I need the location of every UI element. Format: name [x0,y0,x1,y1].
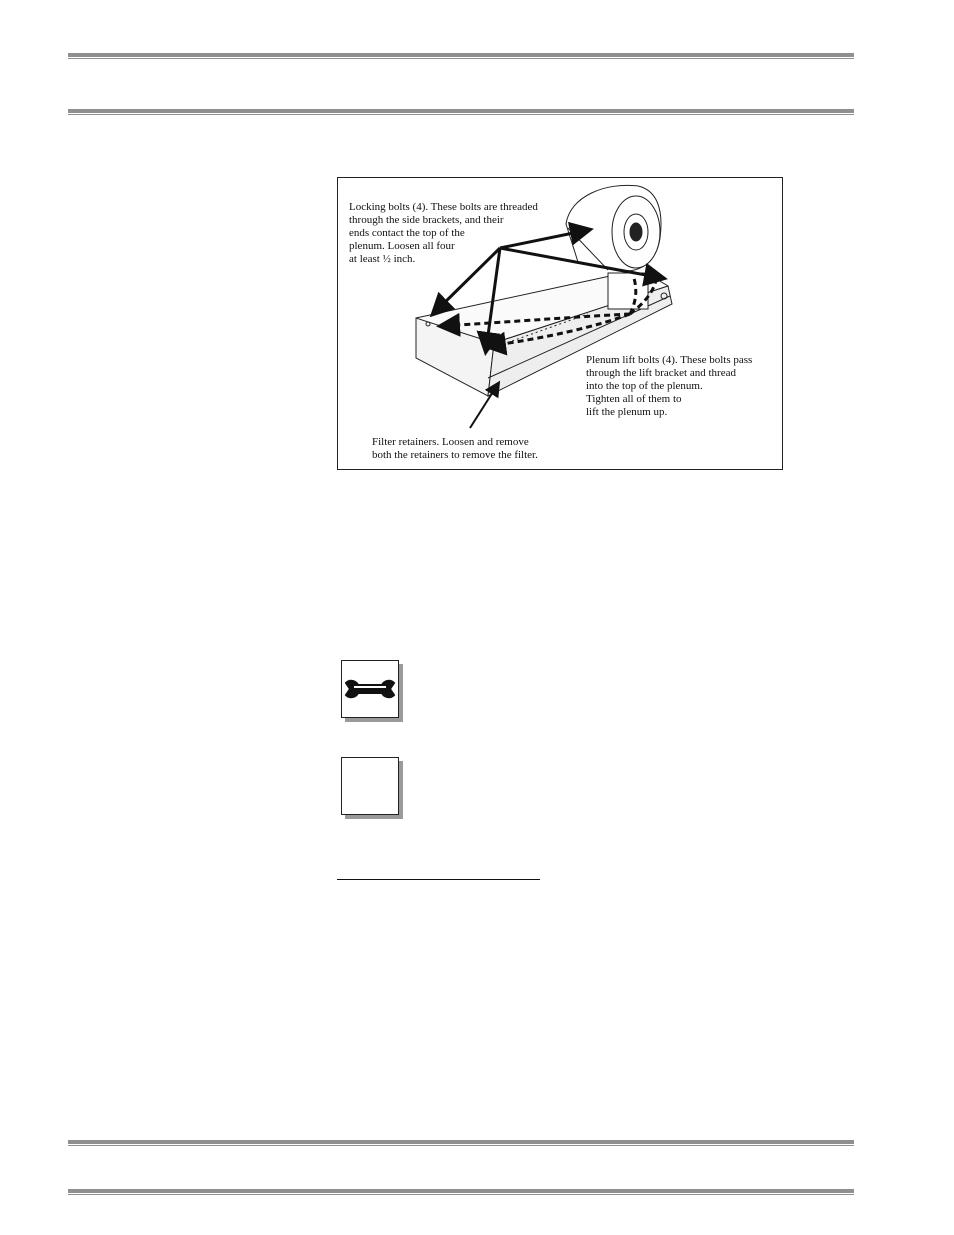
header-rule-top [68,53,854,59]
section-underline [337,879,540,880]
wrench-icon [342,661,398,717]
locking-bolts-callout: Locking bolts (4). These bolts are threaded through the side brackets, and their ends contact the top of the plenum. Loosen all four at least ½ inch. [349,201,538,265]
plenum-figure [337,177,783,470]
filter-retainers-callout: Filter retainers. Loosen and remove both the retainers to remove the filter. [372,436,538,461]
blank-icon-box [341,757,399,815]
plenum-lift-bolts-callout: Plenum lift bolts (4). These bolts pass through the lift bracket and thread into the top of the plenum. Tighten all of them to lift the plenum up. [586,354,753,418]
header-rule-bottom [68,109,854,115]
footer-rule-top [68,1140,854,1146]
footer-rule-bottom [68,1189,854,1195]
wrench-icon-box [341,660,399,718]
